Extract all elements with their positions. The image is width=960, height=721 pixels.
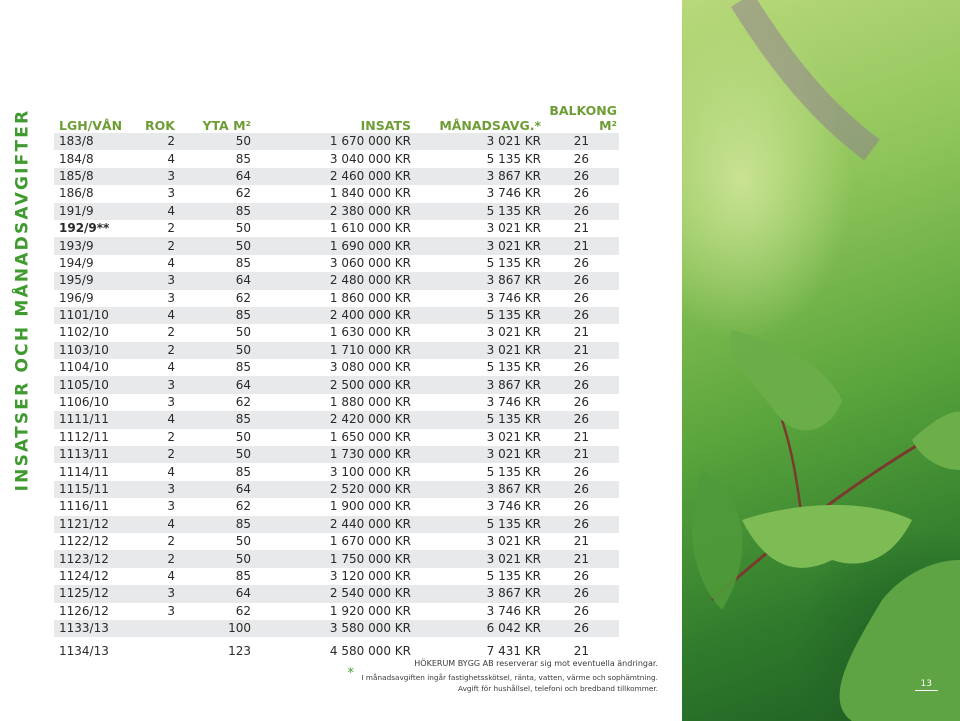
cell-deposit: 1 670 000 KR (251, 133, 411, 150)
cell-deposit: 2 520 000 KR (251, 481, 411, 498)
cell-deposit: 1 900 000 KR (329, 499, 411, 514)
cell-rooms: 3 (129, 585, 175, 602)
table-row (54, 603, 619, 620)
cell-area: 100 (175, 620, 251, 637)
leaf-illustration (682, 0, 960, 721)
cell-deposit: 2 420 000 KR (251, 411, 411, 428)
cell-rooms (129, 620, 175, 637)
cell-deposit: 1 860 000 KR (329, 290, 411, 305)
cell-apartment: 1133/13 (54, 620, 129, 637)
table-row (54, 359, 619, 376)
cell-area: 85 (235, 464, 251, 479)
cell-rooms: 4 (167, 151, 175, 166)
cell-balcony: 21 (541, 446, 619, 463)
side-title-text: INSATSER OCH MÅNADSAVGIFTER (12, 108, 33, 492)
cell-balcony: 26 (573, 568, 589, 583)
cell-balcony: 26 (541, 585, 619, 602)
cell-monthly-fee: 3 021 KR (486, 429, 541, 444)
cell-apartment: 183/8 (54, 133, 129, 150)
header-monthly-fee: MÅNADSAVG.* (439, 118, 541, 133)
footnote-star: * (347, 666, 354, 681)
table-row (54, 411, 619, 428)
cell-monthly-fee: 3 021 KR (411, 550, 541, 567)
cell-deposit: 3 080 000 KR (329, 360, 411, 375)
table-row (54, 203, 619, 220)
cell-deposit: 2 460 000 KR (251, 168, 411, 185)
cell-rooms: 4 (129, 203, 175, 220)
cell-balcony: 26 (573, 290, 589, 305)
cell-apartment: 1115/11 (54, 481, 129, 498)
cell-balcony: 21 (573, 429, 589, 444)
fee-table-container (54, 103, 619, 662)
cell-rooms: 3 (167, 186, 175, 201)
cell-monthly-fee: 3 021 KR (411, 342, 541, 359)
cell-rooms: 2 (167, 221, 175, 236)
cell-rooms: 2 (167, 429, 175, 444)
cell-apartment: 1116/11 (59, 499, 109, 514)
table-row (54, 307, 619, 324)
cell-apartment: 195/9 (54, 272, 129, 289)
header-deposit: INSATS (360, 118, 411, 133)
cell-balcony: 21 (541, 550, 619, 567)
cell-rooms: 3 (167, 290, 175, 305)
cell-balcony: 26 (573, 186, 589, 201)
cell-apartment: 1125/12 (54, 585, 129, 602)
table-row (54, 376, 619, 393)
cell-area: 85 (175, 411, 251, 428)
cell-balcony: 26 (541, 203, 619, 220)
cell-area: 123 (228, 643, 251, 658)
table-row (54, 394, 619, 411)
cell-monthly-fee: 5 135 KR (411, 411, 541, 428)
cell-monthly-fee: 3 746 KR (486, 186, 541, 201)
cell-rooms (129, 637, 175, 662)
cell-rooms: 4 (129, 516, 175, 533)
leaf-photo (682, 0, 960, 721)
cell-deposit: 3 100 000 KR (329, 464, 411, 479)
cell-deposit: 1 610 000 KR (329, 221, 411, 236)
cell-apartment: 1122/12 (59, 534, 109, 549)
cell-balcony: 21 (541, 342, 619, 359)
cell-apartment: 1103/10 (54, 342, 129, 359)
cell-rooms: 2 (129, 446, 175, 463)
cell-rooms: 3 (167, 499, 175, 514)
cell-balcony: 26 (541, 481, 619, 498)
cell-deposit: 1 840 000 KR (329, 186, 411, 201)
cell-area: 50 (175, 342, 251, 359)
cell-monthly-fee: 3 021 KR (411, 237, 541, 254)
cell-area: 62 (235, 186, 251, 201)
cell-monthly-fee: 3 746 KR (486, 290, 541, 305)
cell-rooms: 4 (129, 411, 175, 428)
cell-monthly-fee: 5 135 KR (486, 568, 541, 583)
cell-deposit: 3 120 000 KR (329, 568, 411, 583)
cell-monthly-fee: 3 746 KR (486, 603, 541, 618)
cell-area: 64 (175, 272, 251, 289)
cell-area: 62 (235, 395, 251, 410)
cell-balcony: 26 (541, 620, 619, 637)
cell-area: 50 (235, 325, 251, 340)
cell-balcony: 26 (573, 395, 589, 410)
table-row (54, 446, 619, 463)
cell-deposit: 1 670 000 KR (329, 534, 411, 549)
cell-apartment: 1105/10 (54, 376, 129, 393)
table-row (54, 237, 619, 254)
cell-deposit: 1 750 000 KR (251, 550, 411, 567)
cell-apartment: 1123/12 (54, 550, 129, 567)
cell-area: 85 (175, 516, 251, 533)
cell-apartment: 196/9 (59, 290, 94, 305)
table-row (54, 185, 619, 202)
cell-rooms: 2 (129, 342, 175, 359)
cell-balcony: 26 (541, 272, 619, 289)
cell-deposit: 2 500 000 KR (251, 376, 411, 393)
cell-balcony: 26 (573, 151, 589, 166)
cell-monthly-fee: 3 746 KR (486, 395, 541, 410)
cell-area: 62 (235, 603, 251, 618)
cell-balcony: 26 (573, 464, 589, 479)
cell-monthly-fee: 5 135 KR (486, 360, 541, 375)
table-row (54, 498, 619, 515)
footnotes (347, 658, 658, 694)
cell-deposit: 2 400 000 KR (251, 307, 411, 324)
header-rooms: ROK (145, 118, 175, 133)
cell-rooms: 4 (129, 307, 175, 324)
cell-deposit: 3 060 000 KR (329, 255, 411, 270)
cell-area: 50 (175, 550, 251, 567)
cell-area: 50 (175, 133, 251, 150)
cell-apartment: 192/9** (59, 221, 110, 236)
table-row (54, 133, 619, 150)
cell-deposit: 2 540 000 KR (251, 585, 411, 602)
cell-apartment: 1102/10 (59, 325, 109, 340)
cell-balcony: 26 (573, 603, 589, 618)
cell-monthly-fee: 3 867 KR (411, 376, 541, 393)
table-row (54, 255, 619, 272)
table-row (54, 533, 619, 550)
cell-apartment: 191/9 (54, 203, 129, 220)
cell-area: 64 (175, 168, 251, 185)
cell-rooms: 3 (167, 603, 175, 618)
cell-apartment: 194/9 (59, 255, 94, 270)
cell-deposit: 1 730 000 KR (251, 446, 411, 463)
cell-apartment: 1126/12 (59, 603, 109, 618)
cell-area: 50 (175, 446, 251, 463)
header-balcony: BALKONG M² (549, 103, 617, 133)
cell-area: 85 (235, 151, 251, 166)
cell-deposit: 2 480 000 KR (251, 272, 411, 289)
cell-apartment: 1114/11 (59, 464, 109, 479)
cell-apartment: 1106/10 (59, 395, 109, 410)
cell-balcony: 26 (541, 307, 619, 324)
cell-monthly-fee: 3 867 KR (411, 481, 541, 498)
cell-apartment: 1101/10 (54, 307, 129, 324)
cell-balcony: 26 (573, 360, 589, 375)
cell-monthly-fee: 5 135 KR (411, 307, 541, 324)
cell-monthly-fee: 3 021 KR (486, 534, 541, 549)
cell-deposit: 1 920 000 KR (329, 603, 411, 618)
cell-area: 64 (175, 585, 251, 602)
cell-deposit: 3 040 000 KR (329, 151, 411, 166)
cell-balcony: 21 (573, 325, 589, 340)
table-row (54, 272, 619, 289)
page-number: 13 (915, 679, 938, 691)
table-row (54, 220, 619, 237)
cell-rooms: 4 (167, 568, 175, 583)
table-row (54, 585, 619, 602)
table-row (54, 168, 619, 185)
footnote-line-2: Avgift för hushållsel, telefoni och bredband tillkommer. (458, 684, 658, 693)
cell-rooms: 4 (167, 464, 175, 479)
cell-deposit: 1 880 000 KR (329, 395, 411, 410)
cell-balcony: 26 (573, 499, 589, 514)
cell-balcony: 26 (541, 411, 619, 428)
cell-area: 85 (175, 203, 251, 220)
cell-rooms: 4 (167, 360, 175, 375)
cell-monthly-fee: 5 135 KR (486, 255, 541, 270)
table-body (54, 133, 619, 662)
cell-monthly-fee: 6 042 KR (411, 620, 541, 637)
table-row (54, 568, 619, 585)
fee-table (54, 103, 619, 662)
cell-balcony: 26 (541, 516, 619, 533)
cell-deposit: 2 440 000 KR (251, 516, 411, 533)
cell-area: 85 (235, 360, 251, 375)
cell-deposit: 1 690 000 KR (251, 237, 411, 254)
cell-monthly-fee: 5 135 KR (486, 151, 541, 166)
cell-rooms: 3 (167, 395, 175, 410)
cell-rooms: 3 (129, 168, 175, 185)
cell-monthly-fee: 3 867 KR (411, 272, 541, 289)
cell-deposit: 2 380 000 KR (251, 203, 411, 220)
cell-balcony: 21 (541, 237, 619, 254)
cell-monthly-fee: 3 021 KR (486, 221, 541, 236)
cell-rooms: 3 (129, 272, 175, 289)
cell-area: 50 (175, 237, 251, 254)
cell-deposit: 1 710 000 KR (251, 342, 411, 359)
cell-apartment: 1112/11 (59, 429, 109, 444)
table-row (54, 290, 619, 307)
table-row (54, 150, 619, 167)
cell-area: 50 (235, 534, 251, 549)
cell-monthly-fee: 7 431 KR (486, 643, 541, 658)
cell-monthly-fee: 3 021 KR (411, 133, 541, 150)
cell-area: 85 (235, 568, 251, 583)
cell-monthly-fee: 3 021 KR (486, 325, 541, 340)
cell-apartment: 1124/12 (59, 568, 109, 583)
cell-apartment: 1111/11 (54, 411, 129, 428)
table-row (54, 429, 619, 446)
table-row (54, 550, 619, 567)
cell-monthly-fee: 3 867 KR (411, 585, 541, 602)
table-row (54, 481, 619, 498)
cell-balcony: 26 (573, 255, 589, 270)
cell-deposit: 3 580 000 KR (251, 620, 411, 637)
cell-deposit: 4 580 000 KR (329, 643, 411, 658)
cell-area: 62 (235, 499, 251, 514)
cell-balcony: 21 (573, 643, 589, 658)
table-row (54, 324, 619, 341)
cell-monthly-fee: 3 867 KR (411, 168, 541, 185)
table-row (54, 516, 619, 533)
cell-balcony: 21 (541, 133, 619, 150)
cell-monthly-fee: 5 135 KR (486, 464, 541, 479)
cell-area: 85 (175, 307, 251, 324)
header-area: YTA M² (202, 118, 251, 133)
cell-apartment: 184/8 (59, 151, 94, 166)
cell-balcony: 26 (541, 168, 619, 185)
table-row (54, 463, 619, 480)
cell-rooms: 2 (167, 534, 175, 549)
table-row (54, 342, 619, 359)
footnote-line-1: I månadsavgiften ingår fastighetsskötsel, ränta, vatten, värme och sophämtning. (361, 673, 658, 682)
cell-rooms: 4 (167, 255, 175, 270)
cell-area: 64 (175, 481, 251, 498)
cell-balcony: 21 (573, 534, 589, 549)
cell-area: 50 (235, 221, 251, 236)
cell-area: 85 (235, 255, 251, 270)
side-title (0, 90, 44, 510)
cell-rooms: 3 (129, 481, 175, 498)
cell-monthly-fee: 5 135 KR (411, 203, 541, 220)
cell-apartment: 186/8 (59, 186, 94, 201)
cell-monthly-fee: 3 021 KR (411, 446, 541, 463)
cell-monthly-fee: 5 135 KR (411, 516, 541, 533)
cell-rooms: 2 (167, 325, 175, 340)
header-apartment: LGH/VÅN (59, 118, 123, 133)
cell-rooms: 2 (129, 550, 175, 567)
cell-apartment: 1113/11 (54, 446, 129, 463)
table-header-row (54, 103, 619, 133)
cell-apartment: 1121/12 (54, 516, 129, 533)
cell-rooms: 3 (129, 376, 175, 393)
cell-deposit: 1 650 000 KR (329, 429, 411, 444)
cell-deposit: 1 630 000 KR (329, 325, 411, 340)
cell-area: 62 (235, 290, 251, 305)
cell-apartment: 193/9 (54, 237, 129, 254)
cell-area: 50 (235, 429, 251, 444)
cell-rooms: 2 (129, 237, 175, 254)
reservation-note: HÖKERUM BYGG AB reserverar sig mot eventuella ändringar. (414, 659, 658, 668)
cell-area: 64 (175, 376, 251, 393)
cell-apartment: 185/8 (54, 168, 129, 185)
cell-balcony: 26 (541, 376, 619, 393)
cell-rooms: 2 (129, 133, 175, 150)
table-row (54, 620, 619, 637)
cell-balcony: 21 (573, 221, 589, 236)
cell-apartment: 1104/10 (59, 360, 109, 375)
cell-apartment: 1134/13 (59, 643, 109, 658)
cell-monthly-fee: 3 746 KR (486, 499, 541, 514)
